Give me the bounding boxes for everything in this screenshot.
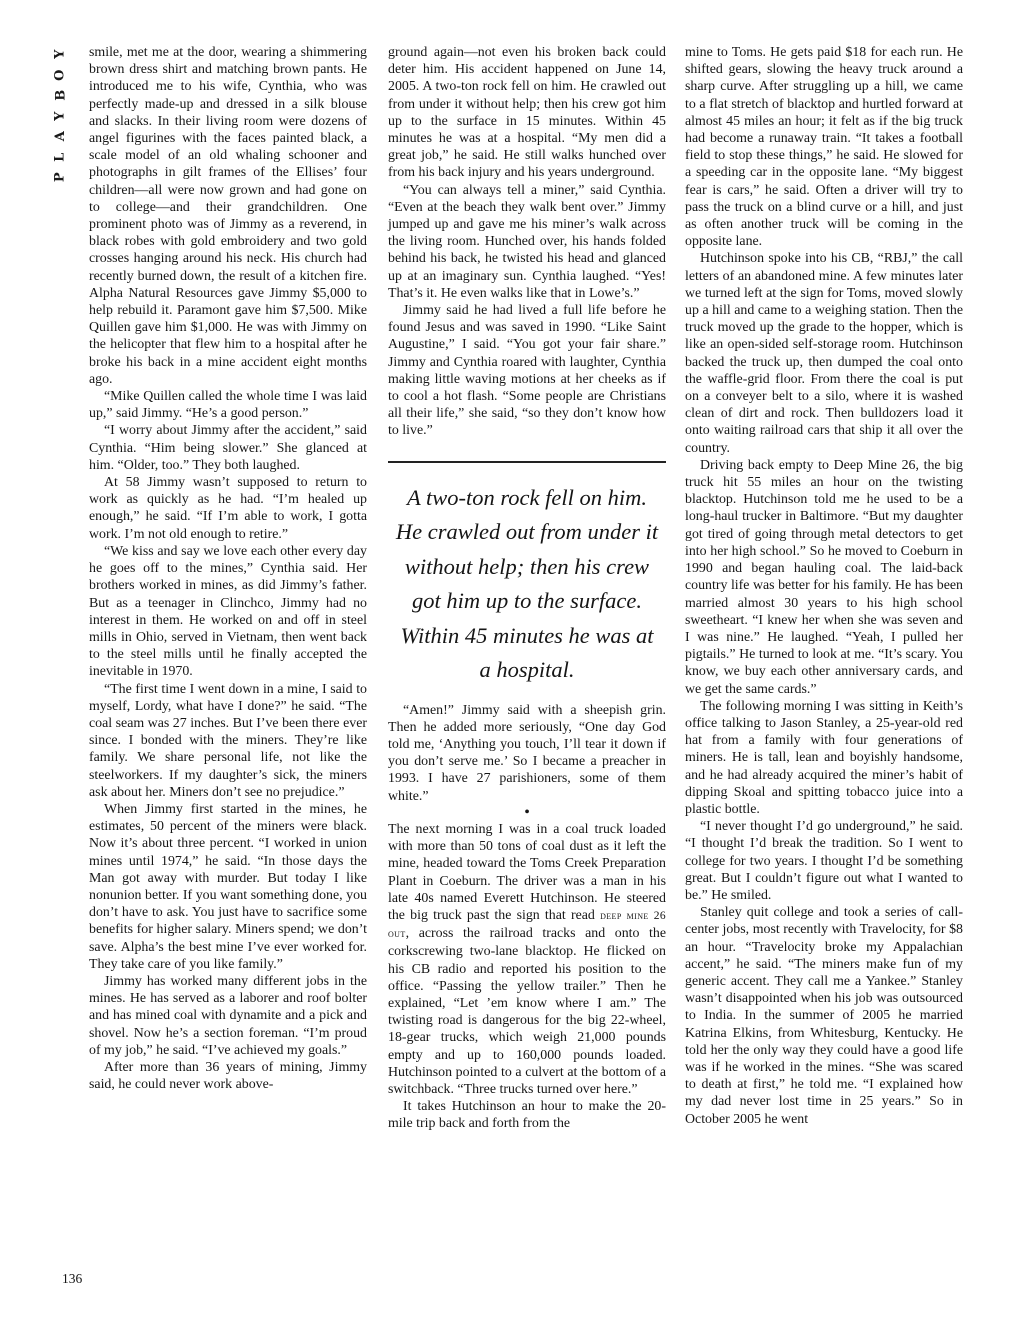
paragraph: The following morning I was sitting in Keith’s office talking to Jason Stanley, a 25-year-old red hat from a family with four generations of miners. He is tall, lean and boyishly handsome, and he had already acquired the miner’s habit of dipping Skoal and spitting tobacco juice into a plastic bottle. — [685, 698, 963, 817]
text-column-1 — [89, 44, 367, 1093]
paragraph: “The first time I went down in a mine, I said to myself, Lordy, what have I done?” he said. “The coal seam was 27 inches. But I’ve been there ever since. I bonded with the miners. They’re like family. We share personal life, not like the steelworkers. If my daughter’s sick, the miners ask about her. Miners don’t see no prejudice.” — [89, 681, 367, 800]
paragraph: Jimmy said he had lived a full life before he found Jesus and was saved in 1990. “Like Saint Augustine,” I said. “You got your fair share.” Jimmy and Cynthia roared with laughter, Cynthia making little waving motions at her cheeks as if to cool a hot flash. “Some people are Christians all their life,” she said, “so they don’t know how to live.” — [388, 303, 666, 439]
paragraph-text: The next morning I was in a coal truck loaded with more than 50 tons of coal dust as it left the mine, headed toward the Toms Creek Preparation Plant in Coeburn. The driver was a man in his late 40s named Everett Hutchinson. He steered the big truck past the sign that read — [388, 821, 666, 923]
paragraph: Stanley quit college and took a series of call-center jobs, most recently with Travelocity, for $8 an hour. “Travelocity broke my Appalachian accent,” he said. “The miners make fun of my generic accent. They call me a Yankee.” Stanley wasn’t disappointed when his job was outsourced to India. In the summer of 2005 he married Katrina Elkins, from Whitesburg, Kentucky. He told her the only way they could have a good life was if he worked in the mines. “She was scared to death at first,” he told me. “I explained how my dad never lost time in 25 years.” So in October 2005 he went — [685, 905, 963, 1127]
paragraph-text: , across the railroad tracks and onto the corkscrewing two-lane blacktop. He flicked on his CB radio and reported his position to the office. “Passing the yellow trailer.” Then he explained, “Let ’em know where I am.” The twisting road is dangerous for the big 22-wheel, 18-gear trucks, which weigh 21,000 pounds empty and up to 160,000 pounds loaded. Hutchinson pointed to a culvert at the bottom of a switchback. “Three trucks turned over here.” — [388, 926, 666, 1097]
paragraph: At 58 Jimmy wasn’t supposed to return to work as quickly as he had. “I’m healed up enough,” he said. “If I’m able to work, I gotta work. I’m not old enough to retire.” — [89, 475, 367, 542]
paragraph: “I worry about Jimmy after the accident,” said Cynthia. “Him being slower.” She glanced at him. “Older, too.” They both laughed. — [89, 423, 367, 473]
paragraph: When Jimmy first started in the mines, he estimates, 50 percent of the miners were black. Now it’s about three percent. “I worked in union mines until 1974,” he said. “In those days the Man got away with murder. But today I like nonunion better. If you want something done, you don’t have to ask. You just have to sacrifice some benefits for higher salary. Miners spend; we don’t save. Alpha’s the best mine I’ve ever worked for. They take care of you like family.” — [89, 801, 367, 972]
sign-text: deep mine 26 out — [388, 909, 666, 941]
text-column-2 — [388, 44, 666, 1133]
brand-letter: A — [52, 131, 68, 142]
brand-letter: Y — [52, 111, 68, 121]
paragraph: It takes Hutchinson an hour to make the 20-mile trip back and forth from the — [388, 1099, 666, 1132]
paragraph: After more than 36 years of mining, Jimmy said, he could never work above- — [89, 1059, 367, 1093]
paragraph: “Mike Quillen called the whole time I was laid up,” said Jimmy. “He’s a good person.” — [89, 389, 367, 422]
text-column-3 — [685, 44, 963, 1128]
paragraph: smile, met me at the door, wearing a shimmering brown dress shirt and matching brown pants. He introduced me to his wife, Cynthia, who was perfectly made-up and dressed in a silk blouse and slacks. In their living room were dozens of angel figurines with the faces painted black, a scale model of an old whaling schooner and photographs in gilt frames of the Ellises’ four children—all were now grown and had gone on to college—and their grandchildren. One prominent photo was of Jimmy as a reverend, in black robes with gold embroidery and two gold crosses hanging around his neck. His church had recently burned down, the result of a kitchen fire. Alpha Natural Resources gave Jimmy $5,000 to help rebuild it. Paramont gave him $7,500. Mike Quillen gave him $1,000. He was with Jimmy on the helicopter that flew him to a hospital after he broke his back in a mine accident eight months ago. — [89, 45, 367, 387]
paragraph: Hutchinson spoke into his CB, “RBJ,” the call letters of an abandoned mine. A few minutes later we turned left at the sign for Toms, moved slowly up a hill and came to a weighing station. Then the truck moved up the grade to the hopper, which is like an open-sided self-storage room. Hutchinson backed the truck up, then dumped the coal onto the waffle-grid floor. From there the coal is put on a conveyer belt to a silo, where it is washed clean of dirt and rock. Then bulldozers load it onto waiting railroad cars that ship it all over the country. — [685, 251, 963, 456]
brand-letter: O — [52, 69, 68, 81]
paragraph: “I never thought I’d go underground,” he said. “I thought I’d break the tradition. So I went to college for two years. I thought I’d be something great. But I couldn’t figure out what I wanted to be.” He smiled. — [685, 819, 963, 903]
page-number: 136 — [62, 1271, 83, 1286]
pull-quote: A two-ton rock fell on him. He crawled out from under it without help; then his crew got him up to the surface. Within 45 minutes he was at a hospital. — [395, 484, 659, 683]
brand-letter: P — [52, 172, 68, 183]
paragraph: “Amen!” Jimmy said with a sheepish grin. Then he added more seriously, “One day God told me, ‘Anything you touch, I’ll tear it down if you don’t serve me.’ So I became a preacher in 1993. I have 27 parishioners, some of them white.” — [388, 702, 666, 804]
brand-letter: Y — [52, 49, 68, 59]
section-break-bullet: • — [524, 803, 530, 821]
brand-letter: L — [52, 152, 68, 162]
paragraph: “We kiss and say we love each other every day he goes off to the mines,” Cynthia said. Her brothers worked in mines, as did Jimmy’s father. But as a teenager in Clinchco, Jimmy had no interest in them. He worked on and off in steel mills in Ohio, served in Vietnam, then went back to the steel mills until he finally accepted the inevitable in 1970. — [89, 543, 367, 680]
paragraph: mine to Toms. He gets paid $18 for each run. He shifted gears, slowing the heavy truck around a sharp curve. After struggling up a hill, we came to a flat stretch of blacktop and hurtled forward at almost 45 miles an hour; it felt as if the big truck had become a runaway train. “It takes a football field to stop these things,” he said. He slowed for a speeding car in the opposite lane. “My biggest fear is cars,” he said. Often a driver will try to pass the truck on a blind curve or a hill, and just as often another truck will be coming in the opposite lane. — [685, 45, 963, 250]
pull-quote-box — [388, 461, 666, 702]
paragraph: Driving back empty to Deep Mine 26, the big truck hit 55 miles an hour on the twisting blacktop. Hutchinson told me he used to be a long-haul trucker in Baltimore. “But my daughter got tired of going through metal detectors to get into her high school.” So he moved to Coeburn in 1990 and began hauling coal. The laid-back country life was better for his family. He has been married almost 30 years to his high school sweetheart. “I knew her when she was seven and I was nine.” He laughed. “Yeah, I pulled her pigtails.” He turned to look at me. “It’s scary. You know, we buy each other anniversary cards, and we get the same cards.” — [685, 457, 963, 697]
paragraph: ground again—not even his broken back could deter him. His accident happened on June 14, 2005. A two-ton rock fell on him. He crawled out from under it without help; then his crew got him up to the surface in 15 minutes. Within 45 minutes he was at a hospital. “My men did a great job,” he said. He still walks hunched over from his back injury and his years underground. — [388, 45, 666, 181]
magazine-brand-vertical — [52, 44, 70, 188]
brand-letter: B — [52, 89, 68, 101]
paragraph: Jimmy has worked many different jobs in the mines. He has served as a laborer and roof bolter and has mined coal with dynamite and a pick and shovel. Now he’s a section foreman. “I’m proud of my job,” he said. “I’ve achieved my goals.” — [89, 973, 367, 1058]
paragraph — [388, 821, 666, 1098]
paragraph: “You can always tell a miner,” said Cynthia. “Even at the beach they walk bent over.” Jimmy jumped up and gave me his miner’s walk across the living room. Hunched over, his hands folded behind his back, he twisted his head and glanced up at an imaginary sun. Cynthia laughed. “Yes! That’s it. He even walks like that in Lowe’s.” — [388, 182, 666, 301]
